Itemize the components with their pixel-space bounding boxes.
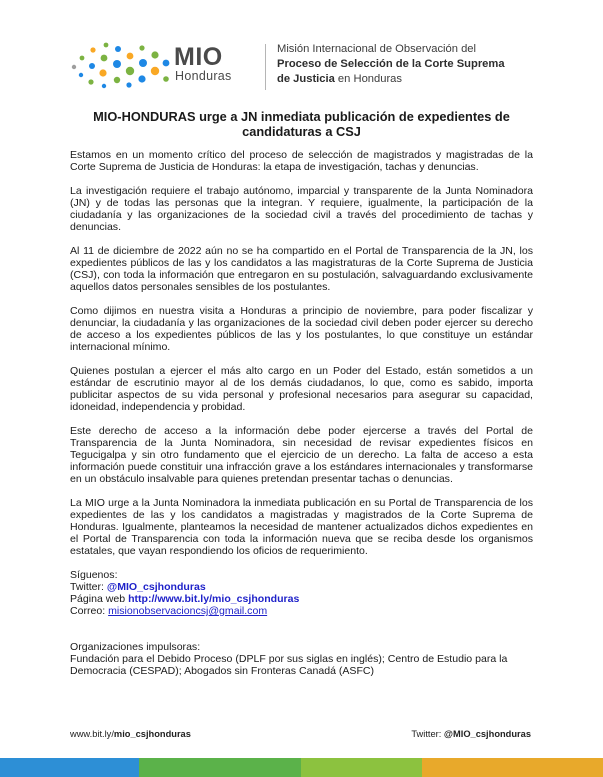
web-link[interactable]: http://www.bit.ly/mio_csjhonduras: [128, 593, 300, 605]
paragraph: La MIO urge a la Junta Nominadora la inmediata publicación en su Portal de Transparencia de los expedientes de las y los candidatos a magistradas y magistrados de la Corte Suprema de Honduras. Igualmente, planteamos la necesidad de mantener actualizados dichos expedientes en el Portal de Transparencia con toda la información nueva que se reciba desde los organismos estatales, que vayan respondiendo los oficios de requerimiento.: [70, 497, 533, 557]
header-divider: [265, 44, 266, 90]
email-label: Correo:: [70, 605, 109, 617]
mission-line-1: Misión Internacional de Observación del: [277, 43, 476, 55]
footer-website: [70, 729, 191, 739]
twitter-label: Twitter:: [70, 581, 107, 593]
document-title: MIO-HONDURAS urge a JN inmediata publicación de expedientes de candidaturas a CSJ: [93, 109, 510, 139]
organizations-line-1: Fundación para el Debido Proceso (DPLF por sus siglas en inglés); Centro de Estudio para la: [70, 653, 508, 665]
follow-heading: Síguenos:: [70, 569, 118, 581]
twitter-handle: @MIO_csjhonduras: [106, 581, 206, 593]
letterhead: [0, 0, 603, 100]
footer-twitter-prefix: Twitter:: [411, 729, 444, 739]
footer-twitter: [411, 729, 531, 739]
email-link[interactable]: misionobservacioncsj@gmail.com: [108, 605, 268, 617]
paragraph: La investigación requiere el trabajo autónomo, imparcial y transparente de la Junta Nominadora (JN) y de todas las personas que la integran. Y requiere, igualmente, la participación de la ciudadanía y las organizaciones de la sociedad civil a través del procedimiento de tachas y denuncias.: [70, 185, 533, 233]
footer-twitter-bold: @MIO_csjhonduras: [443, 729, 531, 739]
paragraph: Estamos en un momento crítico del proceso de selección de magistrados y magistradas de la Corte Suprema de Justicia de Honduras: la etapa de investigación, tachas y denuncias.: [70, 149, 533, 173]
follow-section: [70, 569, 533, 617]
organizations-section: [70, 641, 533, 677]
web-label: Página web: [70, 593, 129, 605]
paragraph: Al 11 de diciembre de 2022 aún no se ha compartido en el Portal de Transparencia de la JN, los expedientes públicos de las y los candidatos a las magistraturas de la Corte Suprema de Justicia (CSJ), con toda la información que entregaron en su postulación, salvaguardando exclusivamente aquellos datos personales sensibles de los postulantes.: [70, 245, 533, 293]
paragraph: Quienes postulan a ejercer el más alto cargo en un Poder del Estado, están sometidos a un estándar de escrutinio mayor al de los demás ciudadanos, lo que, como es sabido, importa publicitar aspectos de su vida personal y profesional necesarios para asegurar su capacidad, idoneidad, independencia y probidad.: [70, 365, 533, 413]
paragraph: Este derecho de acceso a la información debe poder ejercerse a través del Portal de Transparencia de la Junta Nominadora, sin necesidad de revisar expedientes físicos en Tegucigalpa y sin otro fundamento que el ejercicio de un derecho. La falta de acceso a esta información puede constituir una infracción grave a los estándares internacionales y transformarse en un obstáculo insalvable para quienes pretendan presentar tachas o denuncias.: [70, 425, 533, 485]
footer-website-prefix: www.bit.ly/: [70, 729, 114, 739]
footer-website-bold: mio_csjhonduras: [113, 729, 191, 739]
mission-line-3-bold: de Justicia: [277, 73, 335, 85]
paragraph: Como dijimos en nuestra visita a Honduras a principio de noviembre, para poder fiscalizar y denunciar, la ciudadanía y las organizaciones de la sociedad civil deben poder ejercer su derecho de acceso a los expedientes públicos de las y los postulantes, lo que constituye un estándar internacional mínimo.: [70, 305, 533, 353]
mission-line-3-rest: en Honduras: [334, 73, 402, 85]
mission-name: [277, 42, 505, 87]
document-body: [70, 149, 533, 677]
logo-subtext: Honduras: [175, 69, 232, 83]
footer-bar-segment: [422, 758, 603, 777]
footer-color-bar: [0, 758, 603, 777]
footer-bar-segment: [301, 758, 422, 777]
logo-dots-icon: [66, 40, 176, 90]
footer-bar-segment: [0, 758, 139, 777]
logo-wordmark: MIO: [174, 43, 223, 71]
mission-line-2: Proceso de Selección de la Corte Suprema: [277, 58, 505, 70]
organizations-line-2: Democracia (CESPAD); Abogados sin Fronteras Canadá (ASFC): [70, 665, 375, 677]
footer-bar-segment: [139, 758, 302, 777]
organizations-heading: Organizaciones impulsoras:: [70, 641, 201, 653]
